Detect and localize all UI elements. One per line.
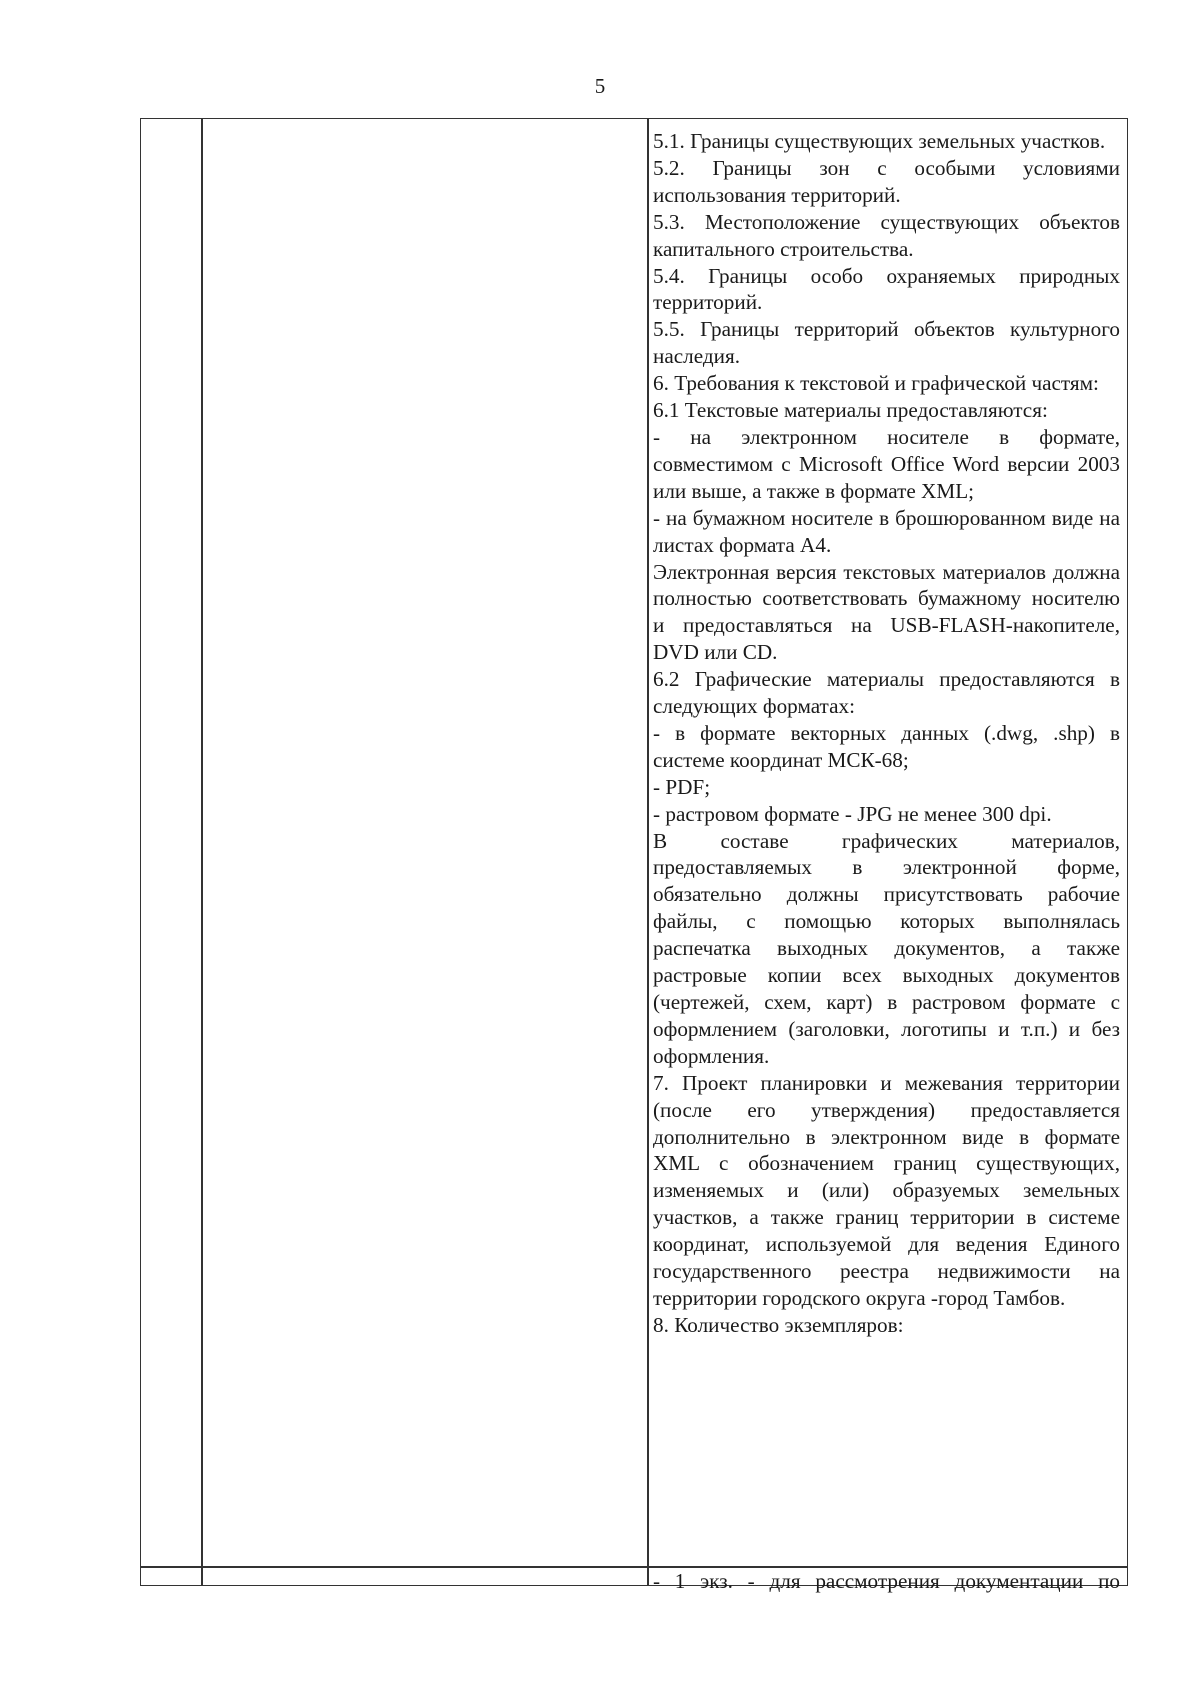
paragraph: - на бумажном носителе в брошюрованном виде на листах формата А4. [653,505,1120,557]
column-divider-1 [201,118,203,1586]
paragraph: - растровом формате - JPG не менее 300 dpi. [653,801,1052,826]
paragraph: 5.2. Границы зон с особыми условиями использования территорий. [653,155,1120,207]
paragraph: 6.1 Текстовые материалы предоставляются: [653,398,1048,423]
column-divider-2 [647,118,649,1586]
paragraph: - на электронном носителе в формате, совместимом с Microsoft Office Word версии 2003 или выше, а также в формате XML; [653,424,1120,503]
paragraph: 6.2 Графические материалы предоставляются в следующих форматах: [653,667,1120,719]
paragraph: 6. Требования к текстовой и графической частям: [653,371,1099,396]
paragraph: - в формате векторных данных (.dwg, .shp) в системе координат МСК-68; [653,720,1120,772]
paragraph: - PDF; [653,774,711,799]
table-cell-content [653,128,1120,1339]
paragraph: - 1 экз. - для рассмотрения документации по [653,1569,1120,1593]
table-cell-last-row [653,1568,1120,1595]
page-number: 5 [594,74,606,98]
paragraph: 8. Количество экземпляров: [653,1312,904,1337]
paragraph: Электронная версия текстовых материалов должна полностью соответствовать бумажному носителю и предоставляться на USB-FLASH-накопителе, DVD или CD. [653,559,1120,665]
paragraph: 5.1. Границы существующих земельных участков. [653,129,1106,153]
paragraph: 5.3. Местоположение существующих объектов капитального строительства. [653,209,1120,261]
paragraph: 5.4. Границы особо охраняемых природных территорий. [653,263,1120,315]
paragraph: 5.5. Границы территорий объектов культурного наследия. [653,317,1120,369]
paragraph: 7. Проект планировки и межевания территории (после его утверждения) предоставляется дополнительно в электронном виде в формате XML с обозначением границ существующих, изменяемых и (или) образуемых земельных участков, а также границ территории в системе координат, используемой для ведения Единого государственного реестра недвижимости на территории городского округа -город Тамбов. [653,1070,1120,1310]
paragraph: В составе графических материалов, предоставляемых в электронной форме, обязательно должны присутствовать рабочие файлы, с помощью которых выполнялась распечатка выходных документов, а также растровые копии всех выходных документов (чертежей, схем, карт) в растровом формате с оформлением (заголовки, логотипы и т.п.) и без оформления. [653,828,1120,1068]
